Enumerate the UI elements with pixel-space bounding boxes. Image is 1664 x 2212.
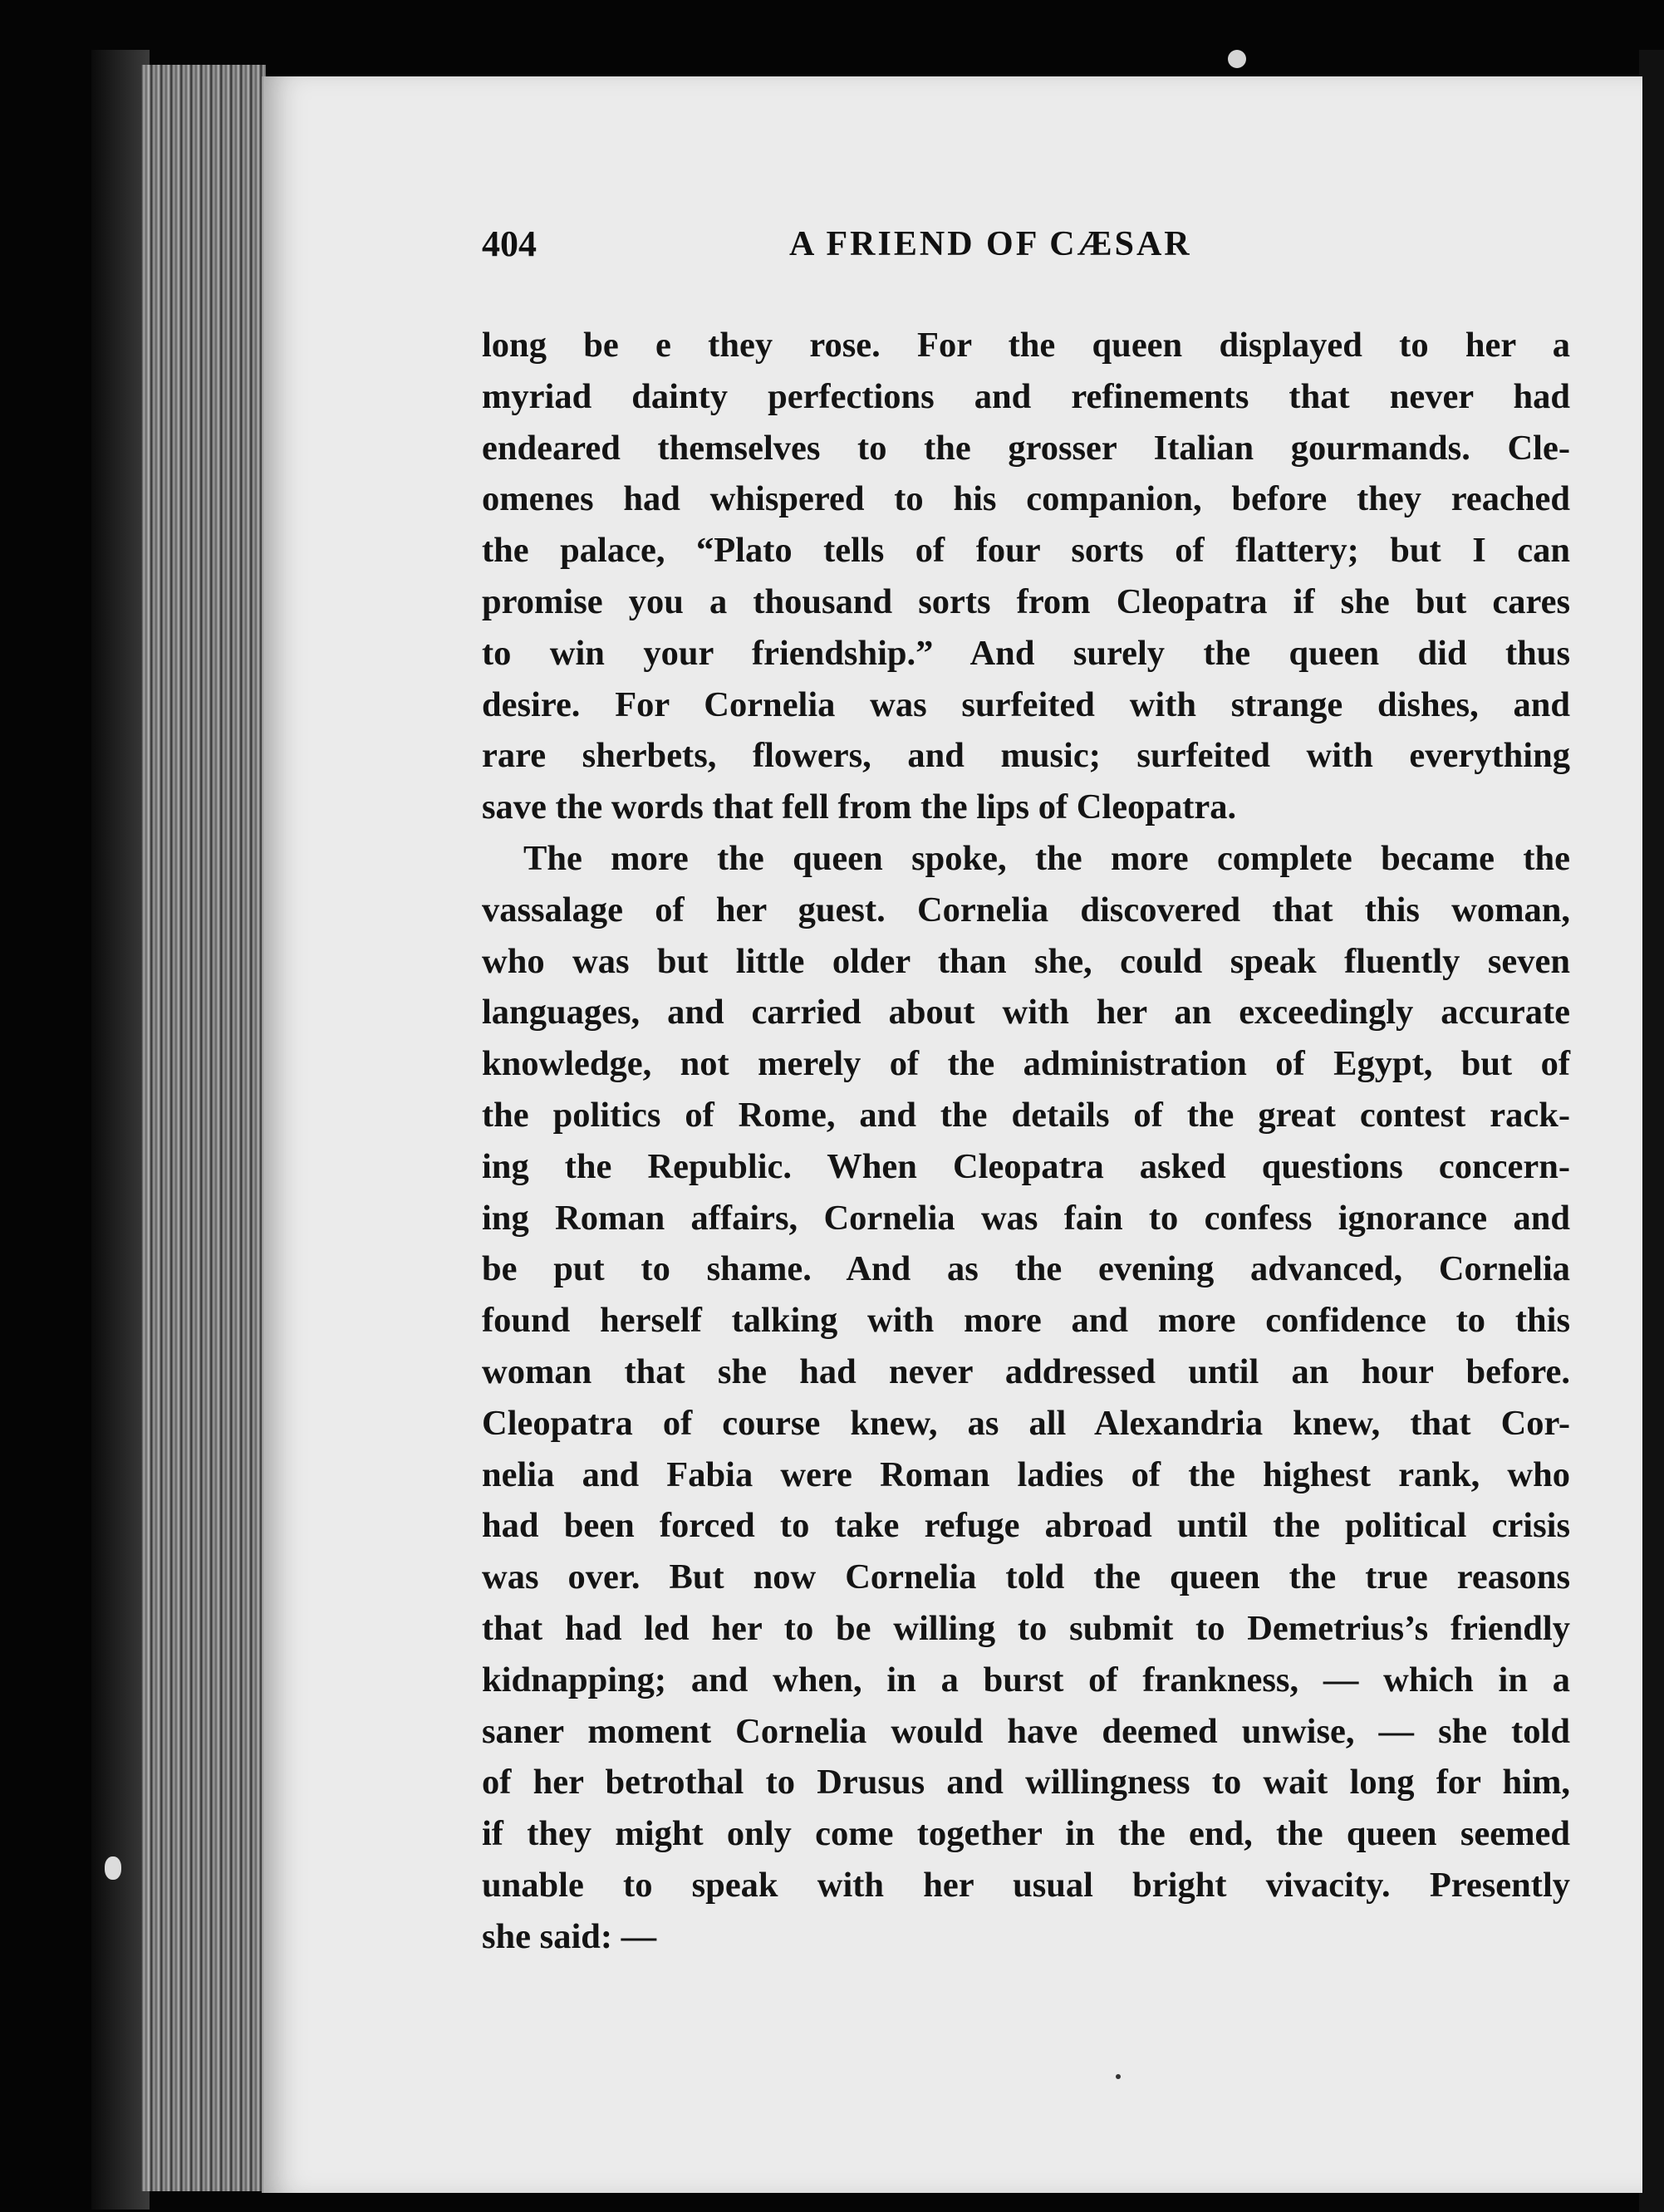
text-line: woman that she had never addressed until an hour before.: [482, 1351, 1570, 1391]
text-line: kidnapping; and when, in a burst of frankness, — which in a: [482, 1660, 1570, 1699]
text-line: had been forced to take refuge abroad until the political crisis: [482, 1506, 1570, 1546]
text-line: languages, and carried about with her an exceedingly accurate: [482, 993, 1570, 1032]
text-line: The more the queen spoke, the more complete became the: [523, 838, 1570, 878]
page-number: 404: [482, 223, 537, 264]
text-line: ing Roman affairs, Cornelia was fain to confess ignorance and: [482, 1198, 1570, 1238]
text-line: knowledge, not merely of the administration of Egypt, but of: [482, 1044, 1570, 1084]
text-line: desire. For Cornelia was surfeited with strange dishes, and: [482, 684, 1570, 724]
text-line: saner moment Cornelia would have deemed unwise, — she told: [482, 1711, 1570, 1751]
text-line: who was but little older than she, could speak fluently seven: [482, 941, 1570, 981]
text-line: ing the Republic. When Cleopatra asked questions concern-: [482, 1146, 1570, 1186]
text-line: endeared themselves to the grosser Italian gourmands. Cle-: [482, 428, 1570, 468]
text-line: save the words that fell from the lips of Cleopatra.: [482, 787, 1237, 827]
text-line: vassalage of her guest. Cornelia discovered that this woman,: [482, 890, 1570, 929]
running-title: A FRIEND OF CÆSAR: [789, 225, 1192, 263]
text-line: if they might only come together in the end, the queen seemed: [482, 1814, 1570, 1854]
scan-speck: [1228, 50, 1246, 68]
scan-border-right: [1639, 50, 1664, 2212]
running-head: [482, 223, 1313, 289]
text-line: the politics of Rome, and the details of the great contest rack-: [482, 1095, 1570, 1135]
text-line: that had led her to be willing to submit to Demetrius’s friendly: [482, 1608, 1570, 1648]
text-line: the palace, “Plato tells of four sorts of flattery; but I can: [482, 531, 1570, 571]
text-line: rare sherbets, flowers, and music; surfeited with everything: [482, 736, 1570, 776]
text-line: she said: —: [482, 1916, 657, 1956]
text-line: was over. But now Cornelia told the queen the true reasons: [482, 1557, 1570, 1597]
text-line: nelia and Fabia were Roman ladies of the highest rank, who: [482, 1454, 1570, 1494]
book-page-edges: [141, 65, 266, 2191]
scan-speck-edge: [105, 1856, 121, 1880]
body-text: [482, 320, 1570, 1963]
scan-dot: [1116, 2074, 1121, 2079]
text-line: myriad dainty perfections and refinements that never had: [482, 376, 1570, 416]
text-line: found herself talking with more and more confidence to this: [482, 1301, 1570, 1341]
text-line: Cleopatra of course knew, as all Alexandria knew, that Cor-: [482, 1403, 1570, 1443]
text-line: omenes had whispered to his companion, before they reached: [482, 479, 1570, 519]
text-line: unable to speak with her usual bright vivacity. Presently: [482, 1865, 1570, 1905]
text-line: promise you a thousand sorts from Cleopatra if she but cares: [482, 581, 1570, 621]
text-line: of her betrothal to Drusus and willingness to wait long for him,: [482, 1763, 1570, 1802]
text-line: long be e they rose. For the queen displayed to her a: [482, 326, 1570, 365]
text-line: be put to shame. And as the evening advanced, Cornelia: [482, 1249, 1570, 1289]
text-line: to win your friendship.” And surely the queen did thus: [482, 633, 1570, 673]
